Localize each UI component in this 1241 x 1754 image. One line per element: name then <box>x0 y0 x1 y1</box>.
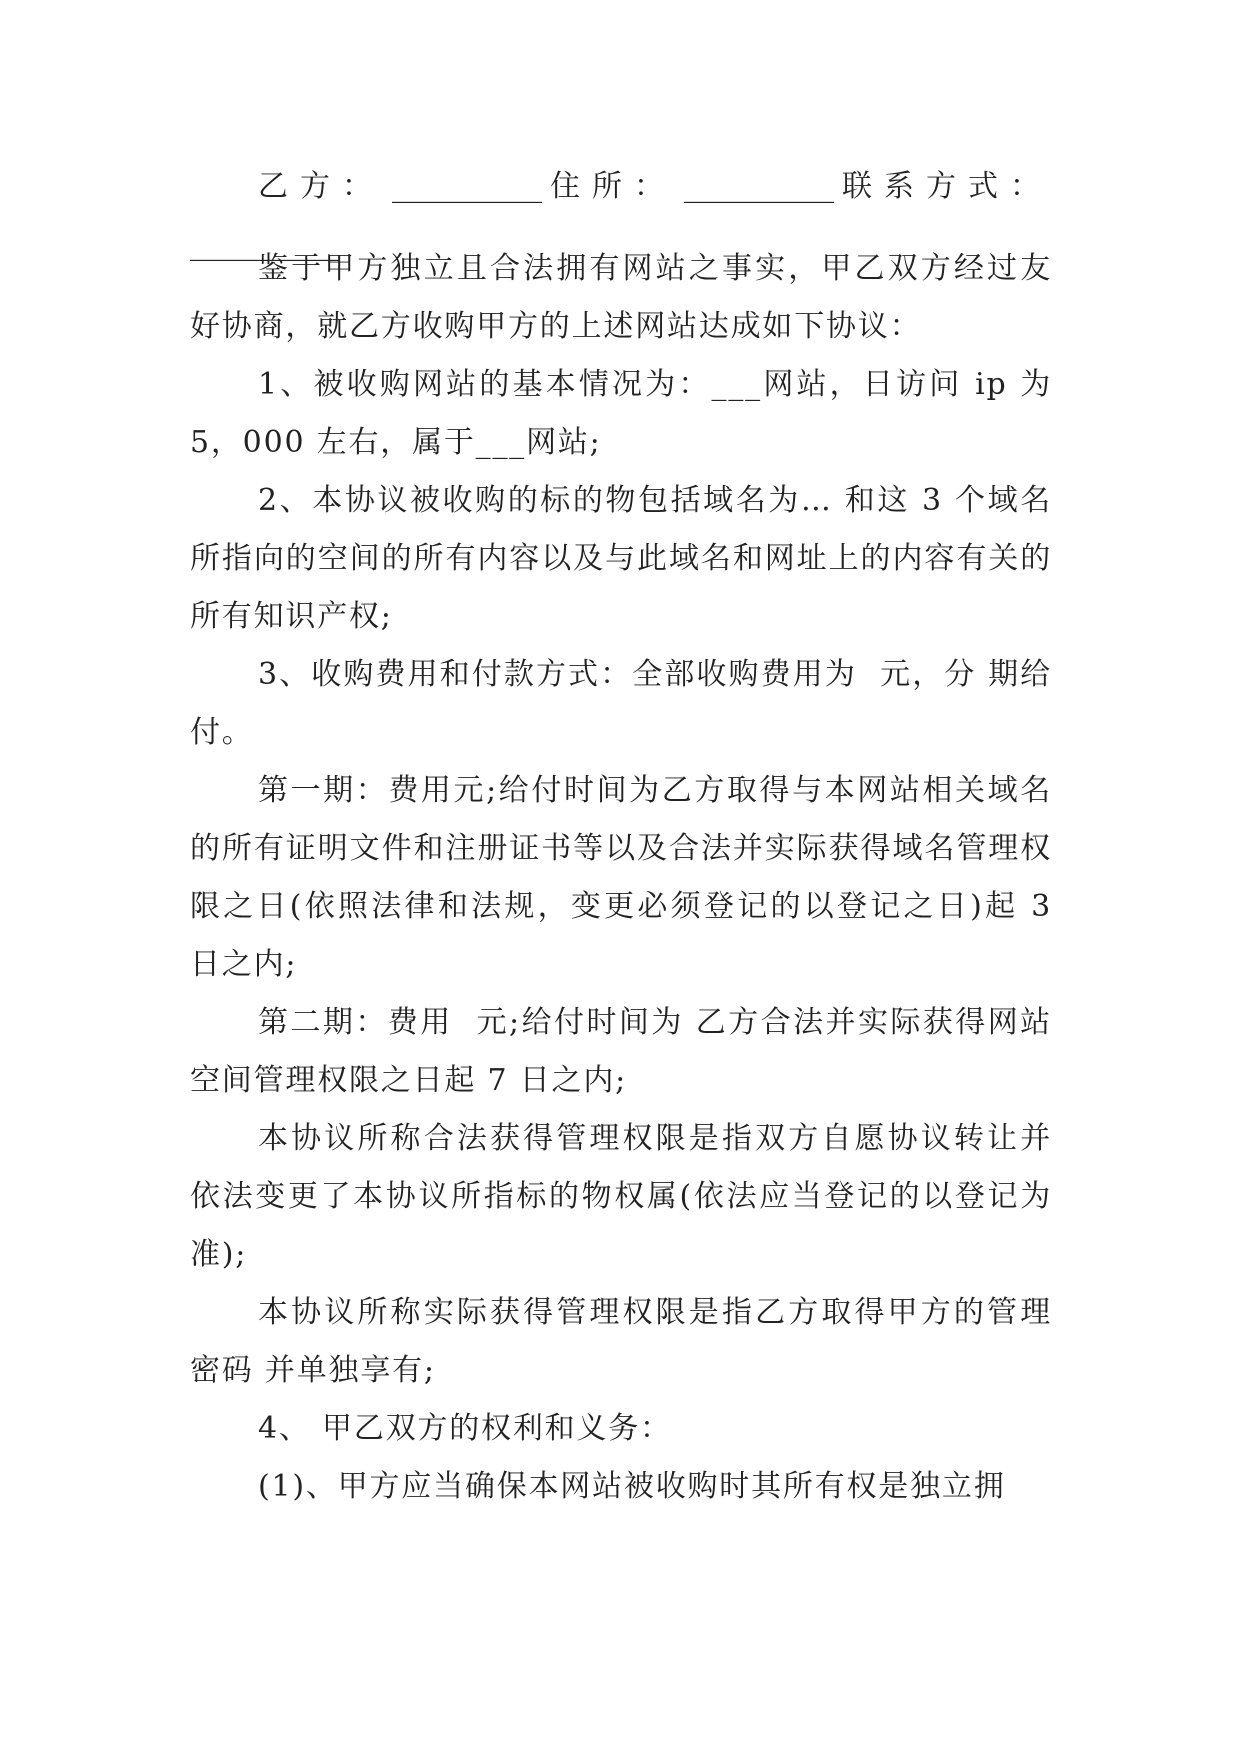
paragraph-second-installment: 第二期：费用 元;给付时间为 乙方合法并实际获得网站空间管理权限之日起 7 日之内; <box>190 1005 1052 1098</box>
paragraph-clause-3: 3、收购费用和付款方式：全部收购费用为 元，分 期给付。 <box>190 657 1052 750</box>
paragraph-clause-2: 2、本协议被收购的标的物包括域名为… 和这 3 个域名所指向的空间的所有内容以及与此域名和网址上的内容有关的所有知识产权; <box>190 483 1052 634</box>
party-b-blank: __________ <box>392 169 542 204</box>
contact-blank: __________ <box>190 227 340 262</box>
party-info-line <box>258 158 1052 216</box>
address-blank: __________ <box>684 169 834 204</box>
paragraph-clause-4-1: (1)、甲方应当确保本网站被收购时其所有权是独立拥 <box>258 1469 1006 1504</box>
paragraph-clause-1: 1、被收购网站的基本情况为：___网站，日访问 ip 为 5，000 左右，属于___网站; <box>190 367 1064 460</box>
contact-label: 联系方式： <box>842 169 1052 204</box>
paragraph-first-installment: 第一期：费用元;给付时间为乙方取得与本网站相关域名的所有证明文件和注册证书等以及合法并实际获得域名管理权限之日(依照法律和法规，变更必须登记的以登记之日)起 3 日之内; <box>190 773 1064 982</box>
address-label: 住所： <box>550 169 676 204</box>
paragraph-preamble: 鉴于甲方独立且合法拥有网站之事实，甲乙双方经过友好协商，就乙方收购甲方的上述网站达成如下协议： <box>190 251 1052 344</box>
party-b-label: 乙方： <box>258 169 384 204</box>
paragraph-clause-4: 4、 甲乙双方的权利和义务： <box>258 1411 672 1446</box>
paragraph-legal-authority: 本协议所称合法获得管理权限是指双方自愿协议转让并依法变更了本协议所指标的物权属(依法应当登记的以登记为准); <box>190 1121 1052 1272</box>
paragraph-actual-authority: 本协议所称实际获得管理权限是指乙方取得甲方的管理密码 并单独享有; <box>190 1295 1052 1388</box>
